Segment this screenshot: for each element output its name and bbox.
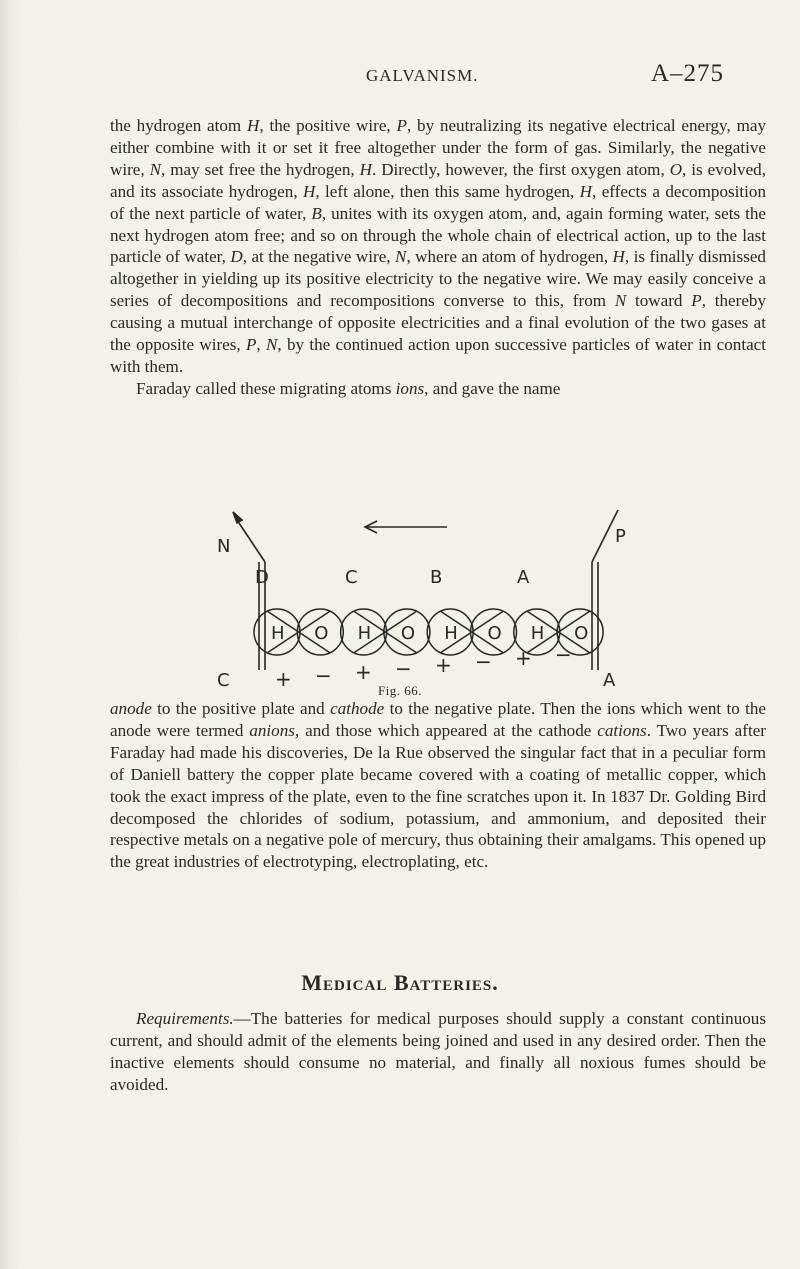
molecule-label-d: D xyxy=(255,567,269,588)
text-run: , where an atom of hydrogen, xyxy=(406,247,613,267)
text-run: , effects a decomposition of the next particle of water, xyxy=(110,181,766,223)
text-run: , thereby causing a mutual interchange of opposite electricities and a final evolution of the two gases at the opposite wires, xyxy=(110,291,767,355)
positive-charge-sign: + xyxy=(275,667,292,691)
positive-charge-sign: + xyxy=(435,653,452,677)
text-run: Faraday called these migrating atoms xyxy=(136,378,396,398)
symbol-n: N xyxy=(395,247,407,267)
text-run: , xyxy=(256,335,266,355)
text-run: , by the continued action upon successive particles of water in contact with them. xyxy=(110,335,767,376)
hydrogen-atom-label: H xyxy=(271,623,285,644)
molecule-label-a: A xyxy=(517,567,530,588)
symbol-p: P xyxy=(245,335,257,355)
page-header xyxy=(0,60,800,94)
text-run: , unites with its oxygen atom, and, again forming water, sets the next hydrogen atom free; and so on through the whole chain of electrical action, up to the last particle of water, xyxy=(110,203,766,267)
text-run: , at the negative wire, xyxy=(242,247,396,267)
term-anions: anions xyxy=(249,720,295,740)
symbol-p: P xyxy=(396,116,407,135)
page-number: A–275 xyxy=(651,60,725,87)
term-cations: cations xyxy=(597,720,647,740)
text-run: , left alone, then this same hydrogen, xyxy=(315,181,580,201)
text-run: to the negative plate. Then the ions which went to the anode were termed xyxy=(110,699,767,740)
symbol-p: P xyxy=(691,291,702,311)
text-run: , is finally dismissed altogether in yielding up its positive electricity to the negative wire. We may easily conceive a series of decompositions and recompositions converse to this, from xyxy=(110,247,766,311)
text-run: , is evolved, and its associate hydrogen, xyxy=(110,159,766,201)
text-run: , and gave the name xyxy=(424,378,561,398)
hydrogen-atom-label: H xyxy=(357,623,372,644)
positive-charge-sign: + xyxy=(515,646,532,670)
section-heading: Medical Batteries. xyxy=(301,970,499,995)
running-title: GALVANISM. xyxy=(366,66,479,85)
text-run: , by neutralizing its negative electrical energy, may either combine with it or set it free altogether under the form of gas. Similarly, the negative wire, xyxy=(110,116,766,179)
symbol-h: H xyxy=(247,116,260,135)
symbol-n: N xyxy=(149,159,161,179)
positive-charge-sign: + xyxy=(355,660,372,684)
negative-wire-lead xyxy=(237,520,265,562)
symbol-h: H xyxy=(612,247,625,267)
paragraph-ions-chain xyxy=(110,115,766,400)
text-run: , the positive wire, xyxy=(259,116,397,135)
term-anode: anode xyxy=(110,699,152,718)
text-run: . Directly, however, the first oxygen atom, xyxy=(372,159,670,179)
molecule-label-b: B xyxy=(430,567,443,588)
symbol-b: B xyxy=(311,203,322,223)
text-run: , may set free the hydrogen, xyxy=(161,159,360,179)
negative-charge-sign: − xyxy=(395,656,412,681)
molecule-label-c: C xyxy=(345,567,358,588)
paragraph-requirements xyxy=(110,1008,766,1096)
negative-charge-sign: − xyxy=(475,649,492,674)
paragraph-anode-cathode xyxy=(110,698,766,873)
figure-caption: Fig. 66. xyxy=(377,683,423,698)
oxygen-atom-label: O xyxy=(400,623,416,644)
symbol-h: H xyxy=(303,181,316,201)
label-p: P xyxy=(615,526,626,547)
label-a: A xyxy=(603,670,616,691)
text-run: to the positive plate and xyxy=(151,699,331,718)
symbol-n: N xyxy=(614,291,627,311)
oxygen-atom-label: O xyxy=(314,623,329,644)
oxygen-atom-label: O xyxy=(487,623,502,644)
hydrogen-atom-label: H xyxy=(530,623,545,644)
page-edge xyxy=(0,0,18,1269)
negative-charge-sign: − xyxy=(555,642,572,667)
symbol-n: N xyxy=(265,335,278,355)
label-n: N xyxy=(217,536,231,557)
text-run: . Two years after Faraday had made his discoveries, De la Rue observed the singular fact that in a peculiar form of Daniell battery the copper plate became covered with a coating of metallic copper, which took the exact impress of the plate, even to the fine scratches upon it. In 1837 Dr. Golding Bird decomposed the chlorides of sodium, potassium, and ammonium, and deposited their respective metals on a negative pole of mercury, thus obtaining their amalgams. This opened up the great industries of electrotyping, electroplating, etc. xyxy=(110,720,766,872)
text-run: toward xyxy=(626,291,692,311)
text-run: —The batteries for medical purposes should supply a constant continuous current, and should admit of the elements being joined and used in any desired order. Then the inactive elements should consume no material, and finally all noxious fumes should be avoided. xyxy=(110,1009,766,1094)
oxygen-atom-label: O xyxy=(574,623,589,644)
term-ions: ions xyxy=(395,378,425,398)
term-requirements: Requirements. xyxy=(136,1009,234,1028)
text-run: , and those which appeared at the cathode xyxy=(294,720,598,740)
hydrogen-atom-label: H xyxy=(444,623,458,644)
symbol-h: H xyxy=(579,181,593,201)
negative-wire-arrowhead xyxy=(233,512,242,523)
term-cathode: cathode xyxy=(330,699,385,718)
label-c: C xyxy=(217,670,230,691)
negative-charge-sign: − xyxy=(315,663,332,688)
symbol-o: O xyxy=(669,159,683,179)
symbol-d: D xyxy=(230,247,243,267)
text-run: the hydrogen atom xyxy=(110,116,248,135)
symbol-h: H xyxy=(359,159,372,179)
